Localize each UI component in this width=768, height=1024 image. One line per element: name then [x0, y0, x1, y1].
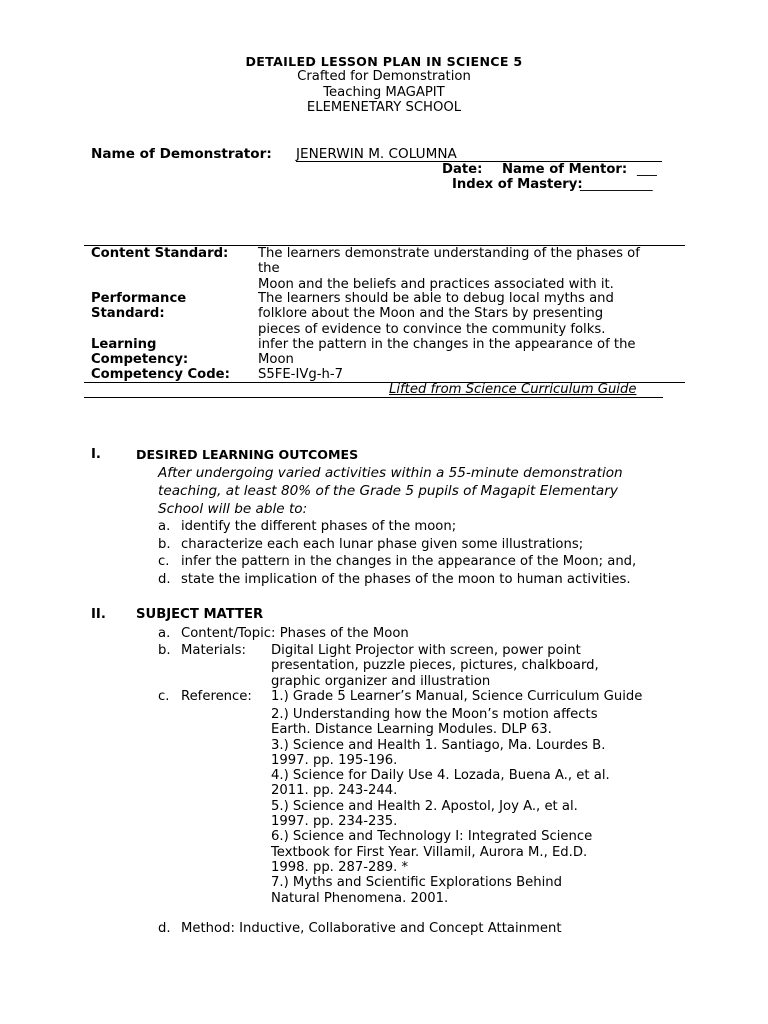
subject-materials [158, 643, 246, 658]
content-standard-text: The learners demonstrate understanding of the phases of the Moon and the beliefs and practices associated with it. [258, 246, 640, 292]
demonstrator-name: JENERWIN M. COLUMNA [296, 146, 457, 162]
mentor-blank: ___ [637, 162, 657, 177]
table-bottom-border [84, 397, 663, 398]
competency-code-label: Competency Code: [91, 367, 230, 382]
performance-standard-label: Performance Standard: [91, 291, 187, 322]
document-title: DETAILED LESSON PLAN IN SCIENCE 5 [245, 54, 523, 69]
demonstrator-label: Name of Demonstrator: [91, 146, 272, 162]
date-label: Date: [442, 162, 483, 177]
mastery-blank: ___________ [580, 177, 653, 192]
outcome-item [158, 554, 636, 569]
section-1-numeral: I. [91, 447, 101, 462]
subject-marker: c. [158, 689, 170, 704]
curriculum-source: Lifted from Science Curriculum Guide [389, 382, 637, 397]
outcome-item [158, 537, 583, 552]
subtitle-line-3: ELEMENETARY SCHOOL [306, 100, 462, 115]
outcome-marker: b. [158, 537, 171, 552]
outcome-marker: c. [158, 554, 170, 569]
outcomes-intro-line: School will be able to: [158, 501, 308, 517]
outcome-text: infer the pattern in the changes in the appearance of the Moon; and, [181, 554, 637, 569]
outcome-item [158, 519, 456, 534]
outcome-text: state the implication of the phases of the moon to human activities. [181, 572, 631, 587]
subject-topic [158, 626, 409, 641]
subject-method [158, 921, 562, 936]
outcomes-intro-line: After undergoing varied activities within a 55-minute demonstration [158, 465, 623, 481]
learning-competency-label: Learning Competency: [91, 337, 189, 368]
mentor-label: Name of Mentor: [502, 162, 628, 177]
learning-competency-text: infer the pattern in the changes in the appearance of the Moon [258, 337, 636, 368]
section-2-heading: SUBJECT MATTER [136, 607, 264, 622]
outcome-text: identify the different phases of the moon; [181, 519, 457, 534]
subject-topic-text: Content/Topic: Phases of the Moon [181, 626, 409, 641]
reference-first: 1.) Grade 5 Learner’s Manual, Science Curriculum Guide [271, 689, 643, 704]
materials-label: Materials: [181, 643, 246, 658]
section-2-numeral: II. [91, 607, 106, 622]
subtitle-line-2: Teaching MAGAPIT [323, 85, 445, 100]
subject-reference [158, 689, 252, 704]
outcome-marker: d. [158, 572, 171, 587]
materials-text: Digital Light Projector with screen, power point presentation, puzzle pieces, pictures, chalkboard, graphic organizer and illustration [271, 643, 599, 689]
competency-code-text: S5FE-IVg-h-7 [258, 367, 343, 382]
outcome-marker: a. [158, 519, 171, 534]
subject-marker: d. [158, 921, 171, 936]
outcome-text: characterize each each lunar phase given some illustrations; [181, 537, 584, 552]
subject-marker: a. [158, 626, 171, 641]
reference-label: Reference: [181, 689, 252, 704]
section-1-heading: DESIRED LEARNING OUTCOMES [136, 447, 359, 462]
mastery-label: Index of Mastery: [452, 177, 583, 192]
method-text: Method: Inductive, Collaborative and Concept Attainment [181, 921, 562, 936]
performance-standard-text: The learners should be able to debug local myths and folklore about the Moon and the Stars by presenting pieces of evidence to convince the community folks. [258, 291, 614, 337]
outcomes-intro-line: teaching, at least 80% of the Grade 5 pupils of Magapit Elementary [158, 483, 618, 499]
subject-marker: b. [158, 643, 171, 658]
outcome-item [158, 572, 631, 587]
reference-list: 2.) Understanding how the Moon’s motion affects Earth. Distance Learning Modules. DLP 63. 3.) Science and Health 1. Santiago, Ma. Lourdes B. 1997. pp. 195-196. 4.) Science for Daily Use 4. Lozada, Buena A., et al. 2011. pp. 243-244. 5.) Science and Health 2. Apostol, Joy A., et al. 1997. pp. 234-235. 6.) Science and Technology I: Integrated Science Textbook for First Year. Villamil, Aurora M., Ed.D. 1998. pp. 287-289. * 7.) Myths and Scientific Explorations Behind Natural Phenomena. 2001. [271, 707, 610, 906]
content-standard-label: Content Standard: [91, 246, 229, 261]
subtitle-line-1: Crafted for Demonstration [297, 69, 471, 84]
